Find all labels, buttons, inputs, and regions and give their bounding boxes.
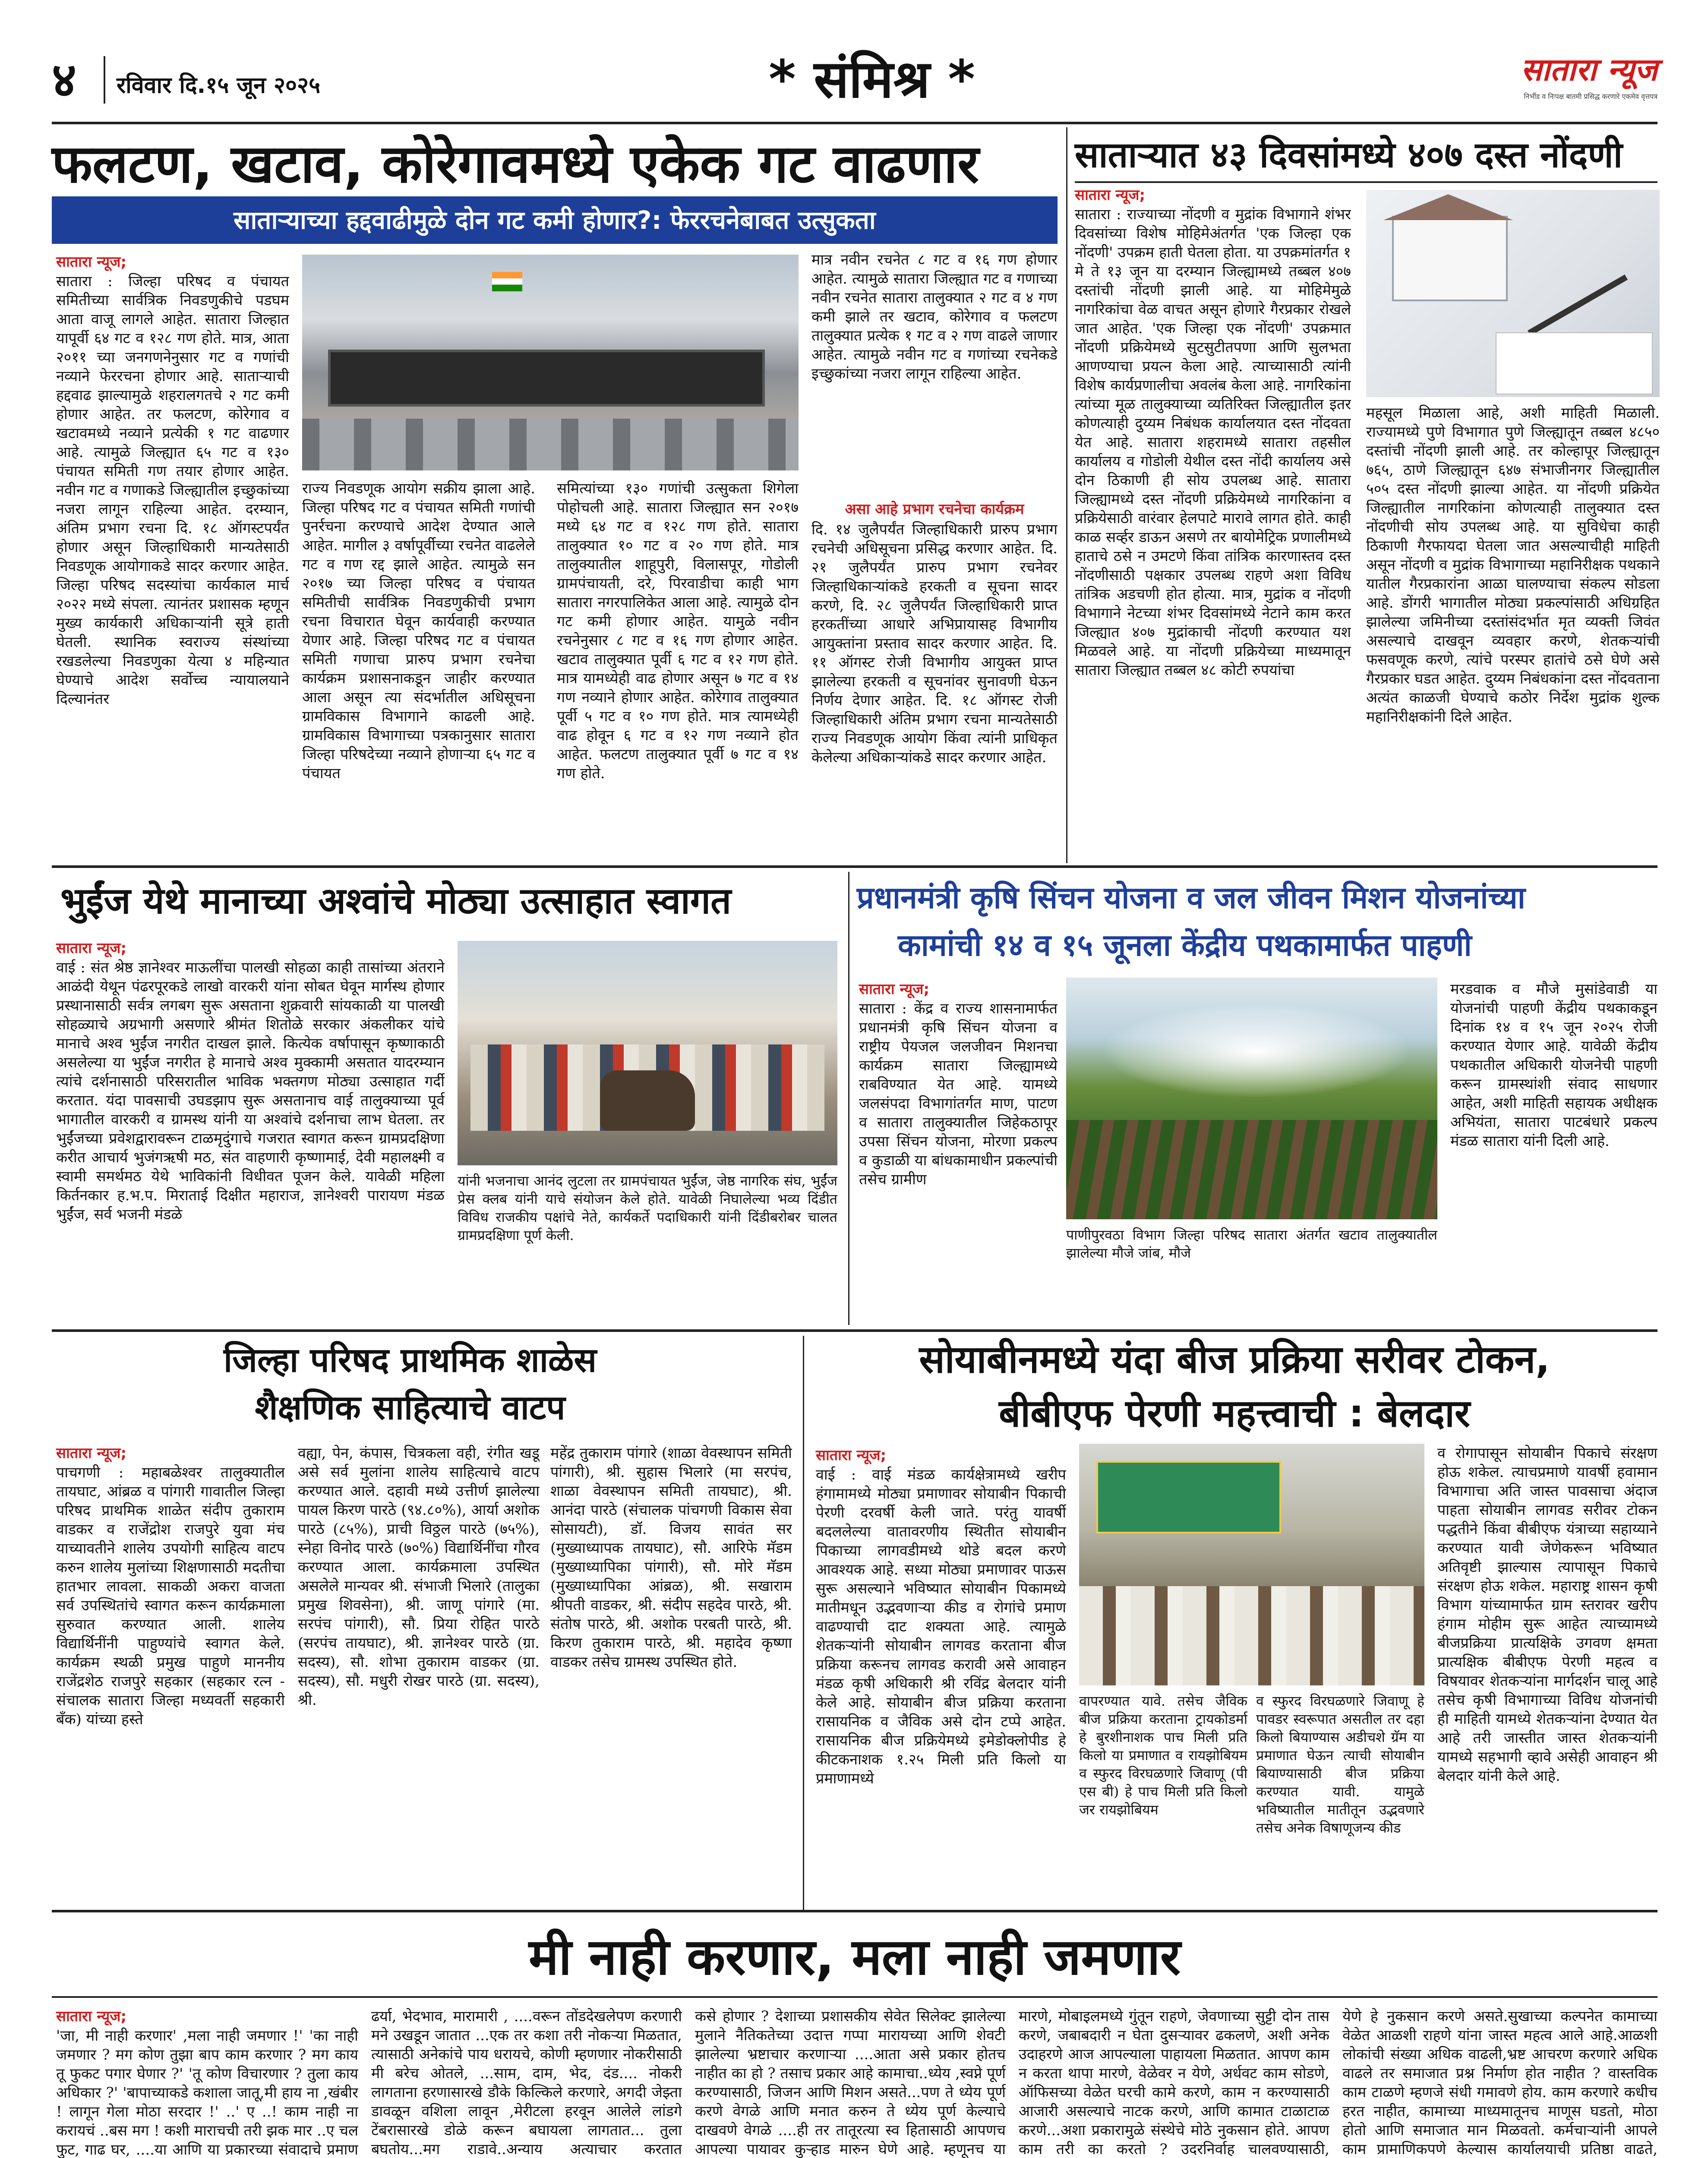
article3-body: वाई : संत श्रेष्ठ ज्ञानेश्वर माऊलींचा पालखी सोहळा काही तासांच्या अंतराने आळंदी येथून पंढरपूरकडे लाखो वारकरी यांना सोबत घेवून मार्गस्थ होणार प्रस्थानासाठी सर्वत्र लगबग सुरू असताना शुक्रवारी सांयकाळी या पालखी सोहळ्याचे अग्रभागी असणारे श्रीमंत शितोळे सरकार अंकलीकर यांचे मानाचे अश्व भुईंज नगरीत दाखल झाले. कित्येक वर्षापासून कृष्णाकाठी असलेल्या या भुईंज नगरीत हे मानाचे अश्व मुक्कामी असतात यादरम्यान त्यांचे दर्शनासाठी परिसरातील भाविक भक्तगण मोठ्या उत्साहात गर्दी करतात. यंदा पावसाची उघडझाप सुरू असतानाच वाई तालुक्याच्या पूर्व भागातील वारकरी व ग्रामस्थ यांनी या अश्वांचे दर्शनाचा लाभ घेतला. तर भुईंजच्या प्रवेशद्वारावरून टाळमृदुंगाचे गजरात स्वागत करून ग्रामप्रदक्षिणा करीत आचार्य भुजंगऋषी मठ, संत वाहणारी कृष्णामाई, देवी महालक्ष्मी व स्वामी समर्थमठ येथे भाविकांनी विधीवत पूजन केले. यावेळी महिला किर्तनकार ह.भ.प. मिराताई दिक्षीत महाराज, ज्ञानेश्वरी पारायण मंडळ भुईंज, सर्व भजनी मंडळे [56, 959, 445, 1223]
seated-farmers [1079, 1586, 1424, 1685]
article4-col2: मरडवाक व मौजे मुसांडेवाडी या योजनांची पाहणी केंद्रीय पथकाकडून दिनांक १४ व १५ जून २०२५ रोजी करण्यात येणार आहे. यावेळी केंद्रीय पथकातील अधिकारी योजनेची पाहणी करून ग्रामस्थांशी संवाद साधणार आहेत, अशी माहिती सहायक अधीक्षक अभियंता, सातारा पाटबंधारे प्रकल्प मंडळ सातारा यांनी दिली आहे. [1450, 981, 1657, 1150]
article7-rule [52, 1996, 1657, 1998]
zp-building-photo [302, 255, 799, 470]
building-sign [328, 350, 765, 407]
article5-headline-line2: शैक्षणिक साहित्याचे वाटप [255, 1388, 565, 1427]
article-divider-vertical-2 [848, 872, 849, 1325]
crop-rows [1066, 1120, 1437, 1219]
sprinkler-spray [1101, 1003, 1411, 1098]
house-model-icon [1392, 216, 1508, 301]
logo [1455, 47, 1657, 108]
article3-headline: भुईंज येथे मानाच्या अश्वांचे मोठ्या उत्साहात स्वागत [60, 880, 731, 922]
article6-byline: सातारा न्यूज; [816, 1447, 887, 1464]
article1-col4-subhead: असा आहे प्रभाग रचनेचा कार्यक्रम [845, 501, 1024, 518]
tricolor-flag [492, 272, 522, 291]
article1-col3: समित्यांच्या १३० गणांची उत्सुकता शिगेला पोहोचली आहे. सातारा जिल्ह्यात सन २०१७ मध्ये ६४ गट व १२८ गण होते. सातारा तालुक्यात १० गट व २० गण होते. मात्र तालुक्यातील शाहूपुरी, विलासपूर, गोडोली ग्रामपंचायती, दरे, पिरवाडीचा काही भाग सातारा नगरपालिकेत आला आहे. त्यामुळे दोन गट कमी होणार आहेत. यामुळे नवीन रचनेनुसार ८ गट व १६ गण होणार आहेत. खटाव तालुक्यात पूर्वी ६ गट व १२ गण होते. मात्र यामध्येही वाढ होणार असून ७ गट व १४ गण नव्याने होणार आहेत. कोरेगाव तालुक्यात पूर्वी ५ गट व १० गण होते. मात्र त्यामध्येही वाढ होवून ६ गट व १२ गण नव्याने होत आहेत. फलटण तालुक्यात पूर्वी ७ गट व १४ गण होते. [557, 480, 799, 782]
property-deal-photo [1366, 190, 1660, 397]
article7-col4: मारणे, मोबाइलमध्ये गुंतून राहणे, जेवणाच्या सुट्टी दोन तास करणे, जबाबदारी न घेता दुसऱ्यावर ढकलणे, अशी अनेक उदाहरणे आज आपल्याला पाहायला मिळतात. आपण काम न करता थापा मारणे, वेळेवर न येणे, अर्धवट काम सोडणे, ऑफिसच्या वेळेत घरची कामे करणे, काम न करण्यासाठी आजारी असल्याचे नाटक करणे, आणि कामात टाळाटाळ करणे...अशा प्रकारामुळे संस्थेचे मोठे नुकसान होते. आपण काम तरी का करतो ? उदरनिर्वाह चालवण्यासाठी, [1019, 2008, 1329, 2158]
section-rule-2 [52, 865, 1657, 868]
article5-col2: वह्या, पेन, कंपास, चित्रकला वही, रंगीत खडू असे सर्व मुलांना शालेय साहित्याचे वाटप करण्यात आले. दहावी मध्ये उत्तीर्ण झालेल्या पायल किरण पारठे (९४.८०%), आर्या अशोक पारठे (८५%), प्राची विठ्ठल पारठे (७५%), स्नेहा विनोद पारठे (७०%) विद्यार्थिनींचा गौरव करण्यात आला. कार्यक्रमाला उपस्थित असलेले मान्यवर श्री. संभाजी भिलारे (तालुका प्रमुख शिवसेना), श्री. जाणू पांगारे (मा. सरपंच पांगारी), सौ. प्रिया रोहित पारठे (सरपंच तायघाट), श्री. ज्ञानेश्वर पारठे (ग्रा. सदस्य), सौ. शोभा तुकाराम वाडकर (ग्रा. सदस्य), सौ. मधुरी रोखर पारठे (ग्रा. सदस्य), श्री. [298, 1445, 540, 1709]
article4-headline-line2: कामांची १४ व १५ जूनला केंद्रीय पथकामार्फत पाहणी [898, 928, 1472, 963]
logo-text: सातारा न्यूज [1521, 51, 1657, 88]
section-title: * संमिश्र * [769, 50, 975, 110]
article7-col1: 'जा, मी नाही करणार' ,मला नाही जमणार !' 'का नाही जमणार ? मग कोण तुझा बाप काम करणार ? मग काय तू फुकट पगार घेणार ?' 'तू कोण विचारणार ? तुला काय अधिकार ?' 'बापाच्याकडे कशाला जातू,मी हाय ना ,खंबीर ! लागून गेला मोठा सरदार !' ..' ए ..! काम नाही ना करायचं ..बस मग ! कशी माराचची तरी झक मार ..ए चल फुट, गाढ घर, ....या आणि या प्रकारच्या संवादाचे प्रमाण [56, 2027, 358, 2158]
article4-headline-line1: प्रधानमंत्री कृषि सिंचन योजना व जल जीवन मिशन योजनांच्या [857, 880, 1525, 915]
article1-headline: फलटण, खटाव, कोरेगावमध्ये एकेक गट वाढणार [52, 133, 979, 195]
logo-tagline: निर्भीड व निःपक्ष बातमी प्रसिद्ध करणारे एकमेव वृत्तपत्र [1524, 92, 1657, 101]
article5-byline: सातारा न्यूज; [56, 1445, 127, 1462]
article1-col2: राज्य निवडणूक आयोग सक्रीय झाला आहे. जिल्हा परिषद गट व पंचायत समिती गणांची पुनर्रचना करण्याचे आदेश देण्यात आले आहेत. मागील ३ वर्षापूर्वीच्या रचनेत वाढलेले गट व गण रद्द झाले आहेत. त्यामुळे सन २०१७ च्या जिल्हा परिषद व पंचायत समितीची सार्वत्रिक निवडणुकीची प्रभाग रचना विचारात घेवून कार्यवाही करण्यात येणार आहे. जिल्हा परिषद गट व पंचायत समिती गणाचा प्रारुप प्रभाग रचनेचा कार्यक्रम प्रशासनाकडून जाहीर करण्यात आला असून त्या संदर्भातील अधिसूचना ग्रामविकास विभागाने काढली आहे. ग्रामविकास विभागाच्या पत्रकानुसार सातारा जिल्हा परिषदेच्या नव्याने होणाऱ्या ६५ गट व पंचायत [302, 480, 535, 782]
article1-subheadline-bar [52, 196, 1058, 244]
article1-col1: सातारा : जिल्हा परिषद व पंचायत समितीच्या सार्वत्रिक निवडणुकीचे पडघम आता वाजू लागले आहेत. सातारा जिल्हात यापूर्वी ६४ गट व १२८ गण होते. मात्र, आता २०११ च्या जनगणनेनुसार गट व गणांची नव्याने फेररचना होणार आहे. साताऱ्याची हद्दवाढ झाल्यामुळे शहरालगतचे २ गट कमी होणार आहेत. तर फलटण, कोरेगाव व खटावमध्ये नव्याने प्रत्येकी १ गट वाढणार आहे. त्यामुळे जिल्ह्यात ६५ गट व १३० पंचायत समिती गण तयार होणार आहेत. नवीन गट व गणाकडे जिल्ह्यातील इच्छुकांच्या नजरा लागून राहिल्या आहेत. दरम्यान, अंतिम प्रभाग रचना दि. १८ ऑगस्टपर्यंत होणार असून जिल्हाधिकारी मान्यतेसाठी निवडणूक आयोगाकडे सादर करणार आहेत. जिल्हा परिषद सदस्यांचा कार्यकाल मार्च २०२२ मध्ये संपला. त्यानंतर प्रशासक म्हणून मुख्य कार्यकारी अधिकाऱ्यांनी सूत्रे हाती घेतली. स्थानिक स्वराज्य संस्थांच्या रखडलेल्या निवडणुका येत्या ४ महिन्यात घेण्याचे आदेश सर्वोच्च न्यायालयाने दिल्यानंतर [56, 273, 289, 708]
banner [1096, 1461, 1281, 1533]
horse-silhouette [600, 1070, 695, 1131]
date-line: रविवार दि.१५ जून २०२५ [117, 73, 321, 98]
article-divider-vertical-3 [803, 1336, 804, 1910]
article7-col3: कसे होणार ? देशाच्या प्रशासकीय सेवेत सिलेक्ट झालेल्या मुलाने नैतिकतेच्या उदात्त गप्पा मारायच्या आणि शेवटी झालेल्या भ्रष्टाचार करणाऱ्या ....आता असे प्रकार होतच नाहीत का हो ? तसाच प्रकार आहे कामाचा..ध्येय ,स्वप्ने पूर्ण करण्यासाठी, जिजन आणि मिशन असते...पण ते ध्येय पूर्ण करणे वेगळे आणि मनात करुन ते ध्येय पूर्ण केल्याचे दाखवणे वेगळे ....ही तर तातूरत्या स्व हितासाठी आपणच आपल्या पायावर कुऱ्हाड मारुन घेणे आहे. म्हणूनच या [695, 2008, 1006, 2158]
section-rule-3 [52, 1329, 1657, 1332]
article1-byline: सातारा न्यूज; [56, 253, 127, 271]
article2-byline: सातारा न्यूज; [1075, 186, 1146, 204]
article2-headline: साताऱ्यात ४३ दिवसांमध्ये ४०७ दस्त नोंदणी [1075, 135, 1623, 176]
article6-col2: वापरण्यात यावे. तसेच जैविक बीज प्रक्रिया करताना ट्रायकोडर्मा हे बुरशीनाशक पाच मिली प्रति किलो या प्रमाणात व रायझोबियम व स्फुरद विरघळणारे जिवाणू (पी एस बी) हे पाच मिली प्रति किलो जर रायझोबियम [1079, 1693, 1247, 1818]
document-icon [1496, 332, 1653, 394]
article7-col2: ढर्या, भेदभाव, मारामारी , ....वरून तोंडदेखलेपण करणारी मने उखडून जातात ...एक तर कशा तरी नोकऱ्या मिळतात, त्यासाठी अनेकांचे पाय धरायचे, कोणी म्हणणार नोकरीसाठी मी बरेच ओतले, ...साम, दाम, भेद, दंड.... नोकरी लागताना हरणासारखे डौके किल्किले करणारे, अगदी जेझ्ता डावळून वशिला लावून ,मेरीटला हरवून आलेले लांडगे टेंबरासारखे डोळे करून बघायला लागतात... तुला बघतोय...मग राडावे..अन्याय अत्याचार करतात [371, 2008, 682, 2158]
section-rule-4 [52, 1910, 1657, 1912]
article4-byline: सातारा न्यूज; [859, 981, 930, 998]
bhuinj-welcome-photo [458, 941, 837, 1165]
article7-headline: मी नाही करणार, मला नाही जमणार [528, 1928, 1181, 1986]
article4-col1: सातारा : केंद्र व राज्य शासनामार्फत प्रधानमंत्री कृषि सिंचन योजना व राष्ट्रीय पेयजल जलजीवन मिशनचा कार्यक्रम सातारा जिल्ह्यामध्ये राबविण्यात येत आहे. यामध्ये जलसंपदा विभागांतर्गत माण, पाटण व सातारा तालुक्यातील जिहेकठापूर उपसा सिंचन योजना, मोरणा प्रकल्प व कुडाळी या बांधकामाधीन प्रकल्पांची तसेच ग्रामीण [859, 1000, 1058, 1188]
article1-subheadline: साताऱ्याच्या हद्दवाढीमुळे दोन गट कमी होणार?: फेररचनेबाबत उत्सुकता [234, 205, 876, 235]
article6-col1: वाई : वाई मंडळ कार्यक्षेत्रामध्ये खरीप हंगामामध्ये मोठ्या प्रमाणावर सोयाबीन पिकाची पेरणी दरवर्षी केली जाते. परंतु यावर्षी बदललेल्या वातावरणीय स्थितीत सोयाबीन पिकाच्या लागवडीमध्ये थोडे बदल करणे आवश्यक आहे. सध्या मोठ्या प्रमाणावर पाऊस सुरू असल्याने भविष्यात सोयाबीन पिकामध्ये मातीमधून उद्भवणाऱ्या कीड व रोगांचे प्रमाण वाढण्याची दाट शक्यता आहे. त्यामुळे शेतकऱ्यांनी सोयाबीन लागवड करताना बीज प्रक्रिया करूनच लागवड करावी असे आवाहन मंडळ कृषी अधिकारी श्री रविंद्र बेलदार यांनी केले आहे. सोयाबीन बीज प्रक्रिया करताना रासायनिक व जैविक असे दोन टप्पे आहेत. रासायनिक बीज प्रक्रियेमध्ये इमेडोक्लोपीड हे कीटकनाशक १.२५ मिली प्रति किलो या प्रमाणामध्ये [816, 1466, 1066, 1787]
masthead-divider [104, 56, 105, 104]
masthead [52, 47, 1657, 121]
article2-col1: सातारा : राज्याच्या नोंदणी व मुद्रांक विभागाने शंभर दिवसांच्या विशेष मोहिमेअंतर्गत 'एक जिल्हा एक नोंदणी' उपक्रम हाती घेतला होता. या उपक्रमांतर्गत १ मे ते १३ जून या दरम्यान जिल्ह्यामध्ये तब्बल ४०७ दस्तांची नोंदणी झाली आहे. या मोहिमेमुळे नागरिकांचा वेळ वाचत असून होणारे गैरप्रकार रोखले जात आहेत. 'एक जिल्हा एक नोंदणी' उपक्रमात नोंदणी प्रक्रियेमध्ये सुटसुटीतपणा आणि सुलभता आणण्याचा प्रयत्न केला आहे. त्याच्यासाठी त्यांनी विशेष कार्यप्रणालीचा अवलंब केला आहे. नागरिकांना त्यांच्या मूळ तालुक्याच्या व्यतिरिक्त जिल्ह्यातील इतर कोणत्याही दुय्यम निबंधक कार्यालयात दस्त नोंदवता येत आहे. सातारा शहरामध्ये सातारा तहसील कार्यालय व गोडोली येथील दस्त नोंदी कार्यालय असे दोन ठिकाणी ही सोय उपलब्ध आहे. सातारा जिल्ह्यामध्ये दस्त नोंदणी प्रक्रियेमध्ये नागरिकांना व प्रक्रियेसाठी वारंवार हेलपाटे मारावे लागत होते. काही काळ सर्व्हर डाऊन असणे तर बायोमेट्रिक प्रणालीमध्ये हाताचे ठसे न उमटणे किंवा तांत्रिक कारणास्तव दस्त नोंदणीसाठी पक्षकार उपलब्ध राहणे अशा विविध तांत्रिक अडचणी होत होत्या. मात्र, मुद्रांक व नोंदणी विभागाने नेटच्या शंभर दिवसांमध्ये नेटाने काम करत जिल्ह्यात ४०७ मुद्रांकाची नोंदणी करण्यात यश मिळवले आहे. या नोंदणी प्रक्रियेच्या माध्यमातून सातारा जिल्ह्यात तब्बल ४८ कोटी रुपयांचा [1075, 206, 1351, 679]
article3-byline: सातारा न्यूज; [56, 940, 127, 957]
pen-icon [1528, 274, 1628, 336]
article6-col3: व स्फुरद विरघळणारे जिवाणू हे पावडर स्वरूपात असतील तर दहा किलो बियाण्यास अडीचशे ग्रॅम या प्रमाणात घेऊन त्याची सोयाबीन बियाण्यासाठी बीज प्रक्रिया करण्यात यावी. यामुळे भविष्यातील मातीतून उद्भवणारे तसेच अनेक विषाणूजन्य कीड [1256, 1693, 1424, 1836]
article6-headline-line2: बीबीएफ पेरणी महत्त्वाची : बेलदार [999, 1391, 1470, 1436]
article3-caption: यांनी भजनाचा आनंद लुटला तर ग्रामपंचायत भुईंज, जेष्ठ नागरिक संघ, भुईंज प्रेस क्लब यांनी याचे संयोजन केले होते. यावेळी निघालेल्या भव्य दिंडीत विविध राजकीय पक्षांचे नेते, कार्यकर्ते पदाधिकारी यांनी दिंडीबरोबर चालत ग्रामप्रदक्षिणा पूर्ण केली. [458, 1173, 837, 1243]
article6-headline-line1: सोयाबीनमध्ये यंदा बीज प्रक्रिया सरीवर टोकन, [919, 1337, 1550, 1382]
masthead-rule [52, 122, 1657, 124]
article2-col2: महसूल मिळाला आहे, अशी माहिती मिळाली. राज्यामध्ये पुणे विभागात पुणे जिल्ह्यातून तब्बल ४८५० दस्तांची नोंदणी झाली आहे. तर कोल्हापूर जिल्ह्यातून ७६५, ठाणे जिल्ह्यातून ६४७ संभाजीनगर जिल्ह्यातील ५०५ दस्त नोंदणी झाल्या आहेत. या नोंदणी प्रक्रियेत जिल्ह्यातील नागरिकांना कोणत्याही तालुक्यात दस्त नोंदणीची सोय उपलब्ध आहे. या सुविधेचा काही ठिकाणी गैरफायदा घेतला जात असल्याचीही माहिती असून नोंदणी व मुद्रांक विभागाच्या महानिरीक्षक पथकाने यातील गैरप्रकारांना आळा घालण्याचा संकल्प सोडला आहे. डोंगरी भागातील मोठ्या प्रकल्पांसाठी अधिग्रहित झालेल्या जमिनीच्या दस्तांसंदर्भात मृत व्यक्ती जिवंत असल्याचे दाखवून व्यवहार करणे, शेतकऱ्यांची फसवणूक करणे, त्यांचे परस्पर हातांचे ठसे घेणे असे गैरप्रकार घडत आहेत. दुय्यम निबंधकांना दस्त नोंदवताना अत्यंत काळजी घेण्याचे कठोर निर्देश मुद्रांक शुल्क महानिरीक्षकांनी दिले आहेत. [1366, 404, 1660, 726]
article7-byline: सातारा न्यूज; [56, 2008, 127, 2025]
article6-col4: व रोगापासून सोयाबीन पिकाचे संरक्षण होऊ शकेल. त्याचप्रमाणे यावर्षी हवामान विभागाचा अति जास्त पावसाचा अंदाज पाहता सोयाबीन लागवड सरीवर टोकन पद्धतीने किंवा बीबीएफ यंत्राच्या सहाय्याने करण्यात यावी जेणेकरून भविष्यात अतिवृष्टी झाल्यास त्यापासून पिकाचे संरक्षण होऊ शकेल. महाराष्ट्र शासन कृषी विभाग यांच्यामार्फत ग्राम स्तरावर खरीप हंगाम मोहीम सुरू आहेत त्याच्यामध्ये बीजप्रक्रिया प्रात्यक्षिके उगवण क्षमता प्रात्यक्षिक बीबीएफ पेरणी महत्व व विषयावर शेतकऱ्यांना मार्गदर्शन चालू आहे तसेच कृषी विभागाच्या विविध योजनांची ही माहिती यामध्ये शेतकऱ्यांना देण्यात येत आहे तरी जास्तीत जास्त शेतकऱ्यांनी यामध्ये सहभागी व्हावे असेही आवाहन श्री बेलदार यांनी केले आहे. [1437, 1445, 1657, 1785]
irrigation-field-photo [1066, 978, 1437, 1219]
article1-col4: मात्र नवीन रचनेत ८ गट व १६ गण होणार आहेत. त्यामुळे सातारा जिल्ह्यात गट व गणाच्या नवीन रचनेत सातारा तालुक्यात २ गट व ४ गण कमी झाले तर खटाव, कोरेगाव व फलटण तालुक्यात प्रत्येक १ गट व २ गण वाढले जाणार आहेत. त्यामुळे नवीन गट व गणांच्या रचनेकडे इच्छुकांच्या नजरा लागून राहिल्या आहेत. [811, 251, 1058, 382]
article5-col1: पाचगणी : महाबळेश्वर तालुक्यातील तायघाट, आंब्रळ व पांगारी गावातील जिल्हा परिषद प्राथमिक शाळेत संदीप तुकाराम वाडकर व राजेंद्रोश राजपुरे युवा मंच याच्यावतीने शालेय उपयोगी साहित्य वाटप करुन शालेय मुलांच्या शिक्षणासाठी मदतीचा हातभार लावला. साकळी अकरा वाजता सर्व उपस्थितांचे स्वागत करून कार्यक्रमाला सुरुवात करण्यात आली. शालेय विद्यार्थिनींनी पाहुण्यांचे स्वागत केले. कार्यक्रम स्थळी प्रमुख पाहुणे माननीय राजेंद्रशेठ राजपुरे सहकार (सहकार रत्न - संचालक सातारा जिल्हा मध्यवर्ती सहकारी बँक) यांच्या हस्ते [56, 1464, 285, 1728]
house-roof-icon [1383, 194, 1513, 220]
article2-rule [1075, 181, 1657, 183]
article1-col4b: दि. १४ जुलैपर्यंत जिल्हाधिकारी प्रारुप प्रभाग रचनेची अधिसूचना प्रसिद्ध करणार आहेत. दि. २१ जुलैपर्यंत प्रारुप प्रभाग रचनेवर जिल्हाधिकाऱ्यांकडे हरकती व सूचना सादर करणे, दि. २८ जुलैपर्यंत जिल्हाधिकारी प्राप्त हरकतींच्या आधारे अभिप्रायासह विभागीय आयुक्तांना प्रस्ताव सादर करणार आहेत. दि. ११ ऑगस्ट रोजी विभागीय आयुक्त प्राप्त झालेल्या हरकती व सूचनांवर सुनावणी घेऊन निर्णय देणार आहेत. दि. १८ ऑगस्ट रोजी जिल्हाधिकारी अंतिम प्रभाग रचना मान्यतेसाठी राज्य निवडणूक आयोग किंवा त्यांनी प्राधिकृत केलेल्या अधिकाऱ्यांकडे सादर करणार आहेत. [811, 521, 1058, 766]
article5-headline-line1: जिल्हा परिषद प्राथमिक शाळेस [223, 1341, 597, 1380]
farmer-meeting-photo [1079, 1444, 1424, 1685]
article5-col3: महेंद्र तुकाराम पांगारे (शाळा वेवस्थापन समिती पांगारी), श्री. सुहास भिलारे (मा सरपंच, शाळा वेवस्थापन समिती तायघाट), श्री. आनंदा पारठे (संचालक पांचगणी विकास सेवा सोसायटी), डॉ. विजय सावंत सर (मुख्याध्यापक तायघाट), सौ. आरिफे मॅडम (मुख्याध्यापिका पांगारी), सौ. मोरे मॅडम (मुख्याध्यापिका आंब्रळ), श्री. सखाराम श्रीपती वाडकर, श्री. संदीप सहदेव पारठे, श्री. संतोष पारठे, श्री. अशोक परबती पारठे, श्री. किरण तुकाराम पारठे, श्री. महादेव कृष्णा वाडकर तसेच ग्रामस्थ उपस्थित होते. [550, 1445, 792, 1671]
building-columns [302, 419, 799, 470]
article7-col5: येणे हे नुकसान करणे असते.सुखाच्या कल्पनेत कामाच्या वेळेत आळशी राहणे यांना जास्त महत्व आले आहे.आळशी लोकांची संख्या अधिक वाढली,भ्रष्ट आचरण करणारे अधिक वाढले तर समाजात प्रश्न निर्माण होत नाहीत ? वास्तविक काम टाळणे म्हणजे संधी गमावणे होय. काम करणारे कधीच हरत नाहीत, कामाच्या माध्यमातूनच माणूस घडतो, मोठा होतो आणि समाजात मान मिळवतो. कर्मचाऱ्यांनी आपले काम प्रामाणिकपणे केल्यास कार्यालयाची प्रतिष्ठा वाढते, [1342, 2008, 1657, 2158]
article4-caption: पाणीपुरवठा विभाग जिल्हा परिषद सातारा अंतर्गत खटाव तालुक्यातील झालेल्या मौजे जांब, मौजे [1066, 1227, 1437, 1261]
article-divider-vertical [1066, 127, 1067, 863]
page-number: ४ [52, 52, 77, 107]
